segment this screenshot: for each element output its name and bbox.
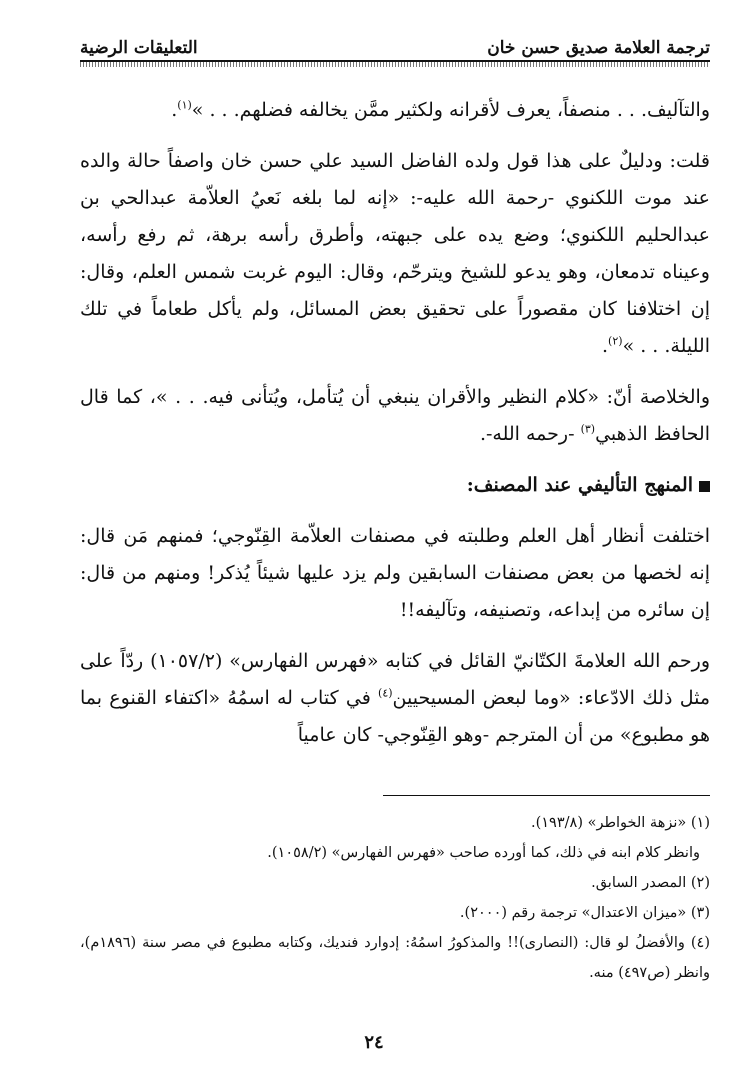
footnote-ref-4: (٤) [378,686,393,700]
header-chapter-title: ترجمة العلامة صديق حسن خان [487,38,710,58]
footnote-2: (٢) المصدر السابق. [591,875,710,891]
main-text [80,92,710,754]
footnote-ref-2: (٢) [608,334,623,348]
footnote-4: (٤) والأفضلُ لو قال: (النصارى)!! والمذكورُ اسمُهُ: إدوارد فنديك، وكتابه مطبوع في مصر سنة (١٨٩٦م)، وانظر (ص٤٩٧) منه. [80,935,710,981]
paragraph-5: ورحم الله العلامةَ الكتّانيّ القائل في كتابه «فهرس الفهارس» (١٠٥٧/٢) ردّاً على مثل ذلك الادّعاء: «وما لبعض المسيحيين$^{(٤)}$ في كتاب له اسمُهُ «اكتفاء القنوع بما هو مطبوع» من أن المترجم -وهو القِنّوجي- كان عامياً [80,650,710,746]
header-rule [80,60,710,67]
footnote-1-continuation: وانظر كلام ابنه في ذلك، كما أورده صاحب «فهرس الفهارس» (١٠٥٨/٢). [267,845,700,861]
running-header [80,28,710,58]
paragraph-1: والتآليف. . . منصفاً، يعرف لأقرانه ولكثير ممَّن يخالفه فضلهم. . . »$^{(١)}$. [171,98,710,121]
footnote-ref-3: (٣) [580,422,596,436]
paragraph-4: اختلفت أنظار أهل العلم وطلبته في مصنفات العلاّمة القِنّوجي؛ فمنهم مَن قال: إنه لخصها من بعض مصنفات السابقين ولم يزد عليها شيئاً يُذكر! ومنهم من قال: إن سائره من إبداعه، وتصنيفه، وتآليفه!! [80,525,710,621]
footnote-3: (٣) «ميزان الاعتدال» ترجمة رقم (٢٠٠٠). [459,905,710,921]
footnote-ref-1: (١) [177,98,192,112]
page-number: ٢٤ [364,1032,384,1053]
footnote-separator [383,795,710,796]
footnote-1: (١) «نزهة الخواطر» (١٩٣/٨). [530,815,710,831]
paragraph-2: قلت: ودليلٌ على هذا قول ولده الفاضل السيد علي حسن خان واصفاً حالة والده عند موت اللكنوي -رحمة الله عليه-: «إنه لما بلغه نَعيُ العلاّمة عبدالحي بن عبدالحليم اللكنوي؛ وضع يده على جبهته، وأطرق رأسه برهة، ثم رفع رأسه، وعيناه تدمعان، وهو يدعو للشيخ ويترحّم، وقال: اليوم غربت شمس العلم، وقال: إن اختلافنا كان مقصوراً على تحقيق بعض المسائل، ولم يأكل طعاماً في تلك الليلة. . . »$^{(٢)}$. [80,150,710,357]
header-book-title: التعليقات الرضية [80,38,198,58]
section-heading: المنهج التأليفي عند المصنف: [80,467,710,504]
footnotes [80,808,710,988]
square-bullet-icon [699,481,710,492]
paragraph-3: والخلاصة أنّ: «كلام النظير والأقران ينبغي أن يُتأمل، ويُتأنى فيه. . . »، كما قال الحافظ الذهبي$^{(٣)}$ -رحمه الله-. [80,386,710,445]
